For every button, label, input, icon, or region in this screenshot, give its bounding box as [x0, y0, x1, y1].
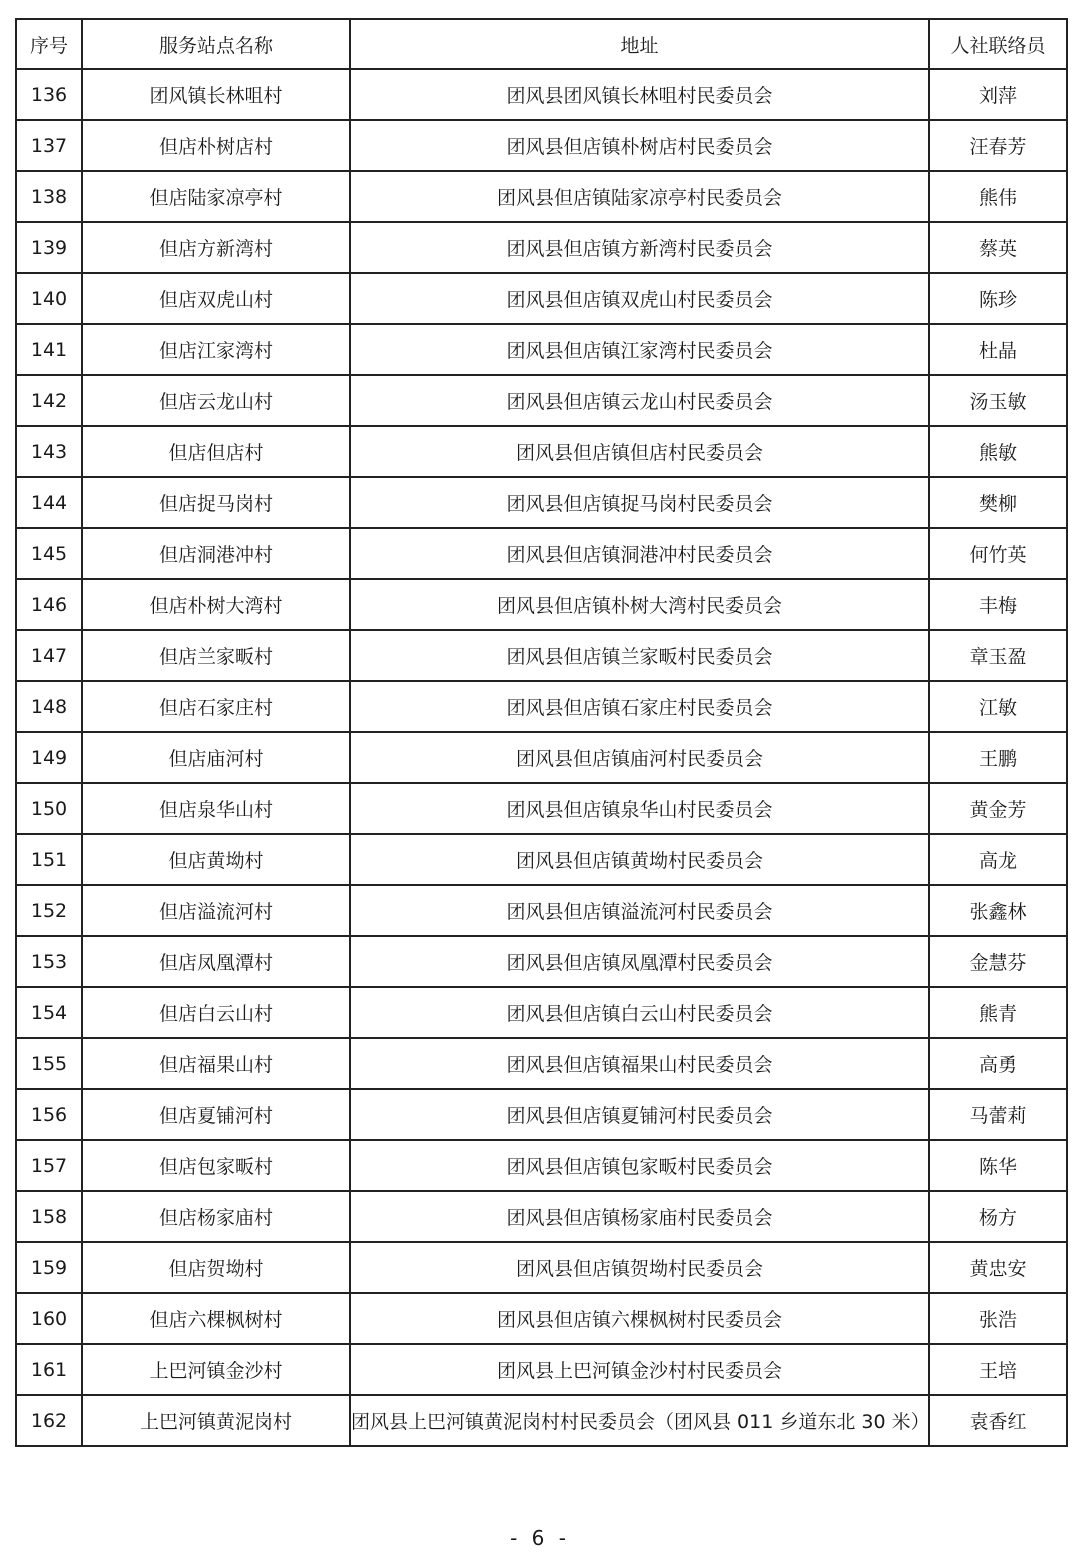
table-row [16, 273, 1067, 324]
cell-station-name: 但店溢流河村 [82, 885, 350, 936]
cell-contact: 金慧芬 [929, 936, 1067, 987]
cell-address: 团风县但店镇黄坳村民委员会 [350, 834, 929, 885]
cell-address: 团风县但店镇石家庄村民委员会 [350, 681, 929, 732]
cell-index: 160 [16, 1293, 82, 1344]
service-station-table [15, 18, 1068, 1447]
cell-address: 团风县但店镇捉马岗村民委员会 [350, 477, 929, 528]
table-row [16, 1038, 1067, 1089]
cell-station-name: 但店但店村 [82, 426, 350, 477]
table-row [16, 375, 1067, 426]
cell-address: 团风县但店镇江家湾村民委员会 [350, 324, 929, 375]
cell-station-name: 但店庙河村 [82, 732, 350, 783]
table-row [16, 69, 1067, 120]
table-row [16, 987, 1067, 1038]
cell-address: 团风县但店镇白云山村民委员会 [350, 987, 929, 1038]
cell-contact: 马蕾莉 [929, 1089, 1067, 1140]
cell-index: 153 [16, 936, 82, 987]
cell-station-name: 但店白云山村 [82, 987, 350, 1038]
cell-index: 162 [16, 1395, 82, 1446]
cell-station-name: 上巴河镇黄泥岗村 [82, 1395, 350, 1446]
header-address: 地址 [350, 19, 929, 69]
cell-index: 138 [16, 171, 82, 222]
cell-contact: 汤玉敏 [929, 375, 1067, 426]
cell-address: 团风县上巴河镇金沙村村民委员会 [350, 1344, 929, 1395]
cell-contact: 陈华 [929, 1140, 1067, 1191]
cell-contact: 章玉盈 [929, 630, 1067, 681]
cell-index: 152 [16, 885, 82, 936]
cell-index: 159 [16, 1242, 82, 1293]
cell-station-name: 但店泉华山村 [82, 783, 350, 834]
cell-index: 147 [16, 630, 82, 681]
cell-index: 140 [16, 273, 82, 324]
cell-contact: 刘萍 [929, 69, 1067, 120]
cell-station-name: 但店福果山村 [82, 1038, 350, 1089]
cell-address: 团风县但店镇六棵枫树村民委员会 [350, 1293, 929, 1344]
cell-address: 团风县但店镇云龙山村民委员会 [350, 375, 929, 426]
cell-index: 155 [16, 1038, 82, 1089]
cell-address: 团风县但店镇朴树大湾村民委员会 [350, 579, 929, 630]
cell-address: 团风县但店镇夏铺河村民委员会 [350, 1089, 929, 1140]
cell-index: 148 [16, 681, 82, 732]
cell-contact: 江敏 [929, 681, 1067, 732]
table-row [16, 1191, 1067, 1242]
cell-address: 团风县但店镇杨家庙村民委员会 [350, 1191, 929, 1242]
cell-address: 团风县团风镇长林咀村民委员会 [350, 69, 929, 120]
cell-index: 144 [16, 477, 82, 528]
cell-address: 团风县但店镇贺坳村民委员会 [350, 1242, 929, 1293]
cell-station-name: 但店石家庄村 [82, 681, 350, 732]
cell-address: 团风县但店镇包家畈村民委员会 [350, 1140, 929, 1191]
header-station-name: 服务站点名称 [82, 19, 350, 69]
table-row [16, 426, 1067, 477]
cell-index: 143 [16, 426, 82, 477]
cell-contact: 黄忠安 [929, 1242, 1067, 1293]
cell-address: 团风县但店镇泉华山村民委员会 [350, 783, 929, 834]
cell-address: 团风县但店镇福果山村民委员会 [350, 1038, 929, 1089]
cell-contact: 高龙 [929, 834, 1067, 885]
cell-station-name: 但店陆家凉亭村 [82, 171, 350, 222]
cell-address: 团风县但店镇溢流河村民委员会 [350, 885, 929, 936]
cell-address: 团风县上巴河镇黄泥岗村村民委员会（团风县 011 乡道东北 30 米） [350, 1395, 929, 1446]
cell-contact: 黄金芳 [929, 783, 1067, 834]
table-row [16, 477, 1067, 528]
table-row [16, 1140, 1067, 1191]
table-row [16, 681, 1067, 732]
cell-station-name: 但店云龙山村 [82, 375, 350, 426]
cell-station-name: 但店贺坳村 [82, 1242, 350, 1293]
table-row [16, 579, 1067, 630]
cell-station-name: 团风镇长林咀村 [82, 69, 350, 120]
header-index: 序号 [16, 19, 82, 69]
cell-index: 151 [16, 834, 82, 885]
cell-station-name: 但店朴树大湾村 [82, 579, 350, 630]
table-row [16, 1395, 1067, 1446]
header-row [16, 19, 1067, 69]
cell-contact: 樊柳 [929, 477, 1067, 528]
table-row [16, 1344, 1067, 1395]
table-row [16, 120, 1067, 171]
cell-index: 145 [16, 528, 82, 579]
table-row [16, 222, 1067, 273]
cell-address: 团风县但店镇洞港冲村民委员会 [350, 528, 929, 579]
table-row [16, 1293, 1067, 1344]
cell-index: 139 [16, 222, 82, 273]
cell-index: 158 [16, 1191, 82, 1242]
cell-station-name: 但店方新湾村 [82, 222, 350, 273]
table-row [16, 630, 1067, 681]
table-row [16, 1242, 1067, 1293]
cell-contact: 陈珍 [929, 273, 1067, 324]
table-row [16, 783, 1067, 834]
cell-station-name: 但店六棵枫树村 [82, 1293, 350, 1344]
cell-contact: 张浩 [929, 1293, 1067, 1344]
table-row [16, 171, 1067, 222]
table-body [16, 69, 1067, 1446]
cell-index: 150 [16, 783, 82, 834]
cell-index: 157 [16, 1140, 82, 1191]
cell-index: 161 [16, 1344, 82, 1395]
cell-address: 团风县但店镇凤凰潭村民委员会 [350, 936, 929, 987]
cell-contact: 杨方 [929, 1191, 1067, 1242]
cell-station-name: 但店兰家畈村 [82, 630, 350, 681]
cell-station-name: 但店夏铺河村 [82, 1089, 350, 1140]
cell-contact: 熊敏 [929, 426, 1067, 477]
cell-address: 团风县但店镇双虎山村民委员会 [350, 273, 929, 324]
cell-contact: 王鹏 [929, 732, 1067, 783]
cell-contact: 汪春芳 [929, 120, 1067, 171]
table-row [16, 936, 1067, 987]
cell-contact: 高勇 [929, 1038, 1067, 1089]
page-number: - 6 - [510, 1526, 570, 1550]
table-row [16, 324, 1067, 375]
cell-address: 团风县但店镇陆家凉亭村民委员会 [350, 171, 929, 222]
cell-station-name: 但店捉马岗村 [82, 477, 350, 528]
cell-station-name: 但店江家湾村 [82, 324, 350, 375]
station-table-sheet [15, 18, 1066, 1447]
cell-address: 团风县但店镇但店村民委员会 [350, 426, 929, 477]
cell-address: 团风县但店镇朴树店村民委员会 [350, 120, 929, 171]
cell-station-name: 上巴河镇金沙村 [82, 1344, 350, 1395]
cell-index: 142 [16, 375, 82, 426]
cell-index: 141 [16, 324, 82, 375]
table-row [16, 834, 1067, 885]
cell-contact: 蔡英 [929, 222, 1067, 273]
table-row [16, 885, 1067, 936]
cell-index: 146 [16, 579, 82, 630]
cell-contact: 袁香红 [929, 1395, 1067, 1446]
cell-address: 团风县但店镇庙河村民委员会 [350, 732, 929, 783]
cell-station-name: 但店朴树店村 [82, 120, 350, 171]
cell-address: 团风县但店镇兰家畈村民委员会 [350, 630, 929, 681]
cell-index: 149 [16, 732, 82, 783]
table-row [16, 732, 1067, 783]
cell-contact: 何竹英 [929, 528, 1067, 579]
cell-contact: 王培 [929, 1344, 1067, 1395]
cell-contact: 熊伟 [929, 171, 1067, 222]
cell-contact: 熊青 [929, 987, 1067, 1038]
header-contact: 人社联络员 [929, 19, 1067, 69]
cell-station-name: 但店洞港冲村 [82, 528, 350, 579]
cell-station-name: 但店黄坳村 [82, 834, 350, 885]
cell-station-name: 但店凤凰潭村 [82, 936, 350, 987]
table-header [16, 19, 1067, 69]
cell-station-name: 但店双虎山村 [82, 273, 350, 324]
cell-index: 154 [16, 987, 82, 1038]
cell-contact: 丰梅 [929, 579, 1067, 630]
cell-index: 156 [16, 1089, 82, 1140]
cell-station-name: 但店杨家庙村 [82, 1191, 350, 1242]
cell-contact: 杜晶 [929, 324, 1067, 375]
table-row [16, 528, 1067, 579]
table-row [16, 1089, 1067, 1140]
cell-station-name: 但店包家畈村 [82, 1140, 350, 1191]
cell-index: 137 [16, 120, 82, 171]
cell-contact: 张鑫林 [929, 885, 1067, 936]
cell-index: 136 [16, 69, 82, 120]
cell-address: 团风县但店镇方新湾村民委员会 [350, 222, 929, 273]
